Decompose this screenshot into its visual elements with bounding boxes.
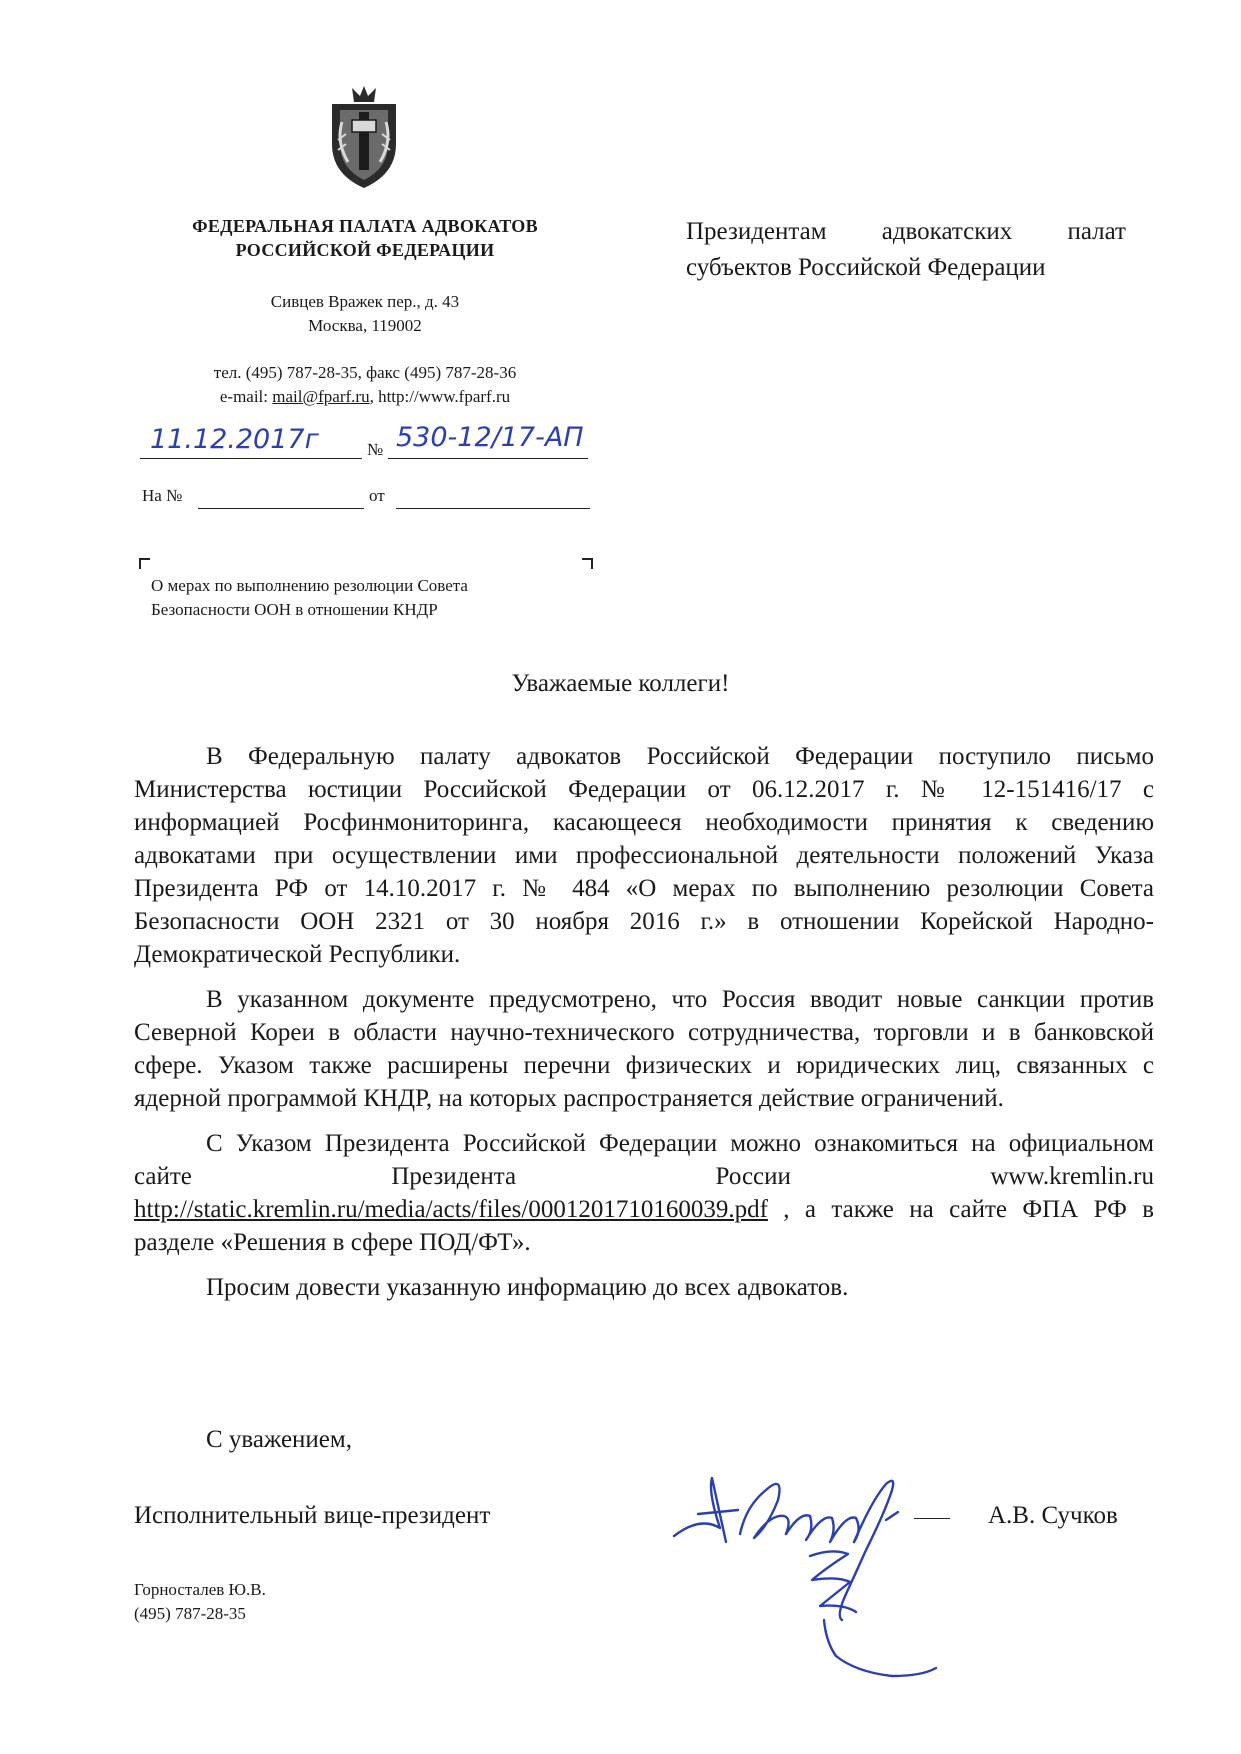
recipient-word-1: Президентам [686,218,827,245]
address-street: Сивцев Вражек пер., д. 43 [270,292,460,311]
body-paragraph-1: В Федеральную палату адвокатов Российской Федерации поступило письмо Министерства юстиции Российской Федерации от 06.12.2017 г. № 12-151416/17 с информацией Росфинмониторинга, касающееся необходимости принятия к сведению адвокатами при осуществлении ими профессиональной деятельности положений Указа Президента РФ от 14.10.2017 г. № 484 «О мерах по выполнению резолюции Совета Безопасности ООН 2321 от 30 ноября 2016 г.» в отношении Корейской Народно-Демократической Республики. [134,743,1154,968]
signatory-position: Исполнительный вице-президент [134,1502,491,1529]
body-paragraph-3 [134,1127,1154,1259]
recipient-line2: субъектов Российской Федерации [686,254,1046,281]
subject-corner-left [139,558,150,569]
signatory-name: А.В. Сучков [988,1502,1118,1529]
body-paragraph-2: В указанном документе предусмотрено, что Россия вводит новые санкции против Северной Кореи в области научно-технического сотрудничества, торговли и в банковской сфере. Указом также расширены перечни физических и юридических лиц, связанных с ядерной программой КНДР, на которых распространяется действие ограничений. [134,986,1154,1112]
number-label: № [367,440,384,459]
number-underline [388,458,588,459]
signature-dash [914,1518,950,1519]
recipient-block [686,214,1126,286]
decree-pdf-link[interactable]: http://static.kremlin.ru/media/acts/files/0001201710160039.pdf [134,1196,768,1223]
subject [151,574,571,622]
email-label: e-mail: [219,387,273,406]
fpa-emblem-icon [322,82,406,192]
recipient-line1 [686,214,1126,250]
handwritten-date: 11.12.2017г [150,424,319,455]
executor-name: Горносталев Ю.В. [134,1580,266,1599]
ref-from-label: от [369,486,385,505]
paragraph-3-start: С Указом Президента Российской Федерации можно ознакомиться на официальном сайте Президента России www.kremlin.ru [134,1130,1154,1190]
handwritten-signature [660,1430,990,1690]
org-name-line2: РОССИЙСКОЙ ФЕДЕРАЦИИ [235,240,495,260]
closing: С уважением, [206,1426,352,1453]
website-separator: , [369,387,379,406]
email-website-line [130,387,600,407]
body-paragraph-4: Просим довести указанную информацию до всех адвокатов. [206,1274,849,1301]
salutation: Уважаемые коллеги! [511,670,730,697]
handwritten-number: 530-12/17-АП [396,422,584,453]
executor-phone: (495) 787-28-35 [134,1604,246,1623]
address-city: Москва, 119002 [308,316,422,335]
date-underline [140,458,362,459]
subject-line1: О мерах по выполнению резолюции Совета [151,576,468,595]
website-link[interactable]: http://www.fparf.ru [378,387,511,406]
letter-body [134,740,1154,1316]
ref-number-label: На № [142,486,183,505]
ref-from-line [396,508,590,509]
recipient-word-2: адвокатских [881,218,1013,245]
subject-line2: Безопасности ООН в отношении КНДР [151,600,438,619]
email-link[interactable]: mail@fparf.ru [272,387,370,406]
recipient-word-3: палат [1067,218,1126,245]
org-name-line1: ФЕДЕРАЛЬНАЯ ПАЛАТА АДВОКАТОВ [192,216,538,236]
phone-fax-line: тел. (495) 787-28-35, факс (495) 787-28-36 [213,363,517,382]
paragraph-3-end: , а также на сайте ФПА РФ в разделе «Решения в сфере ПОД/ФТ». [134,1196,1154,1256]
ref-number-line [198,508,364,509]
subject-corner-right [582,558,593,569]
